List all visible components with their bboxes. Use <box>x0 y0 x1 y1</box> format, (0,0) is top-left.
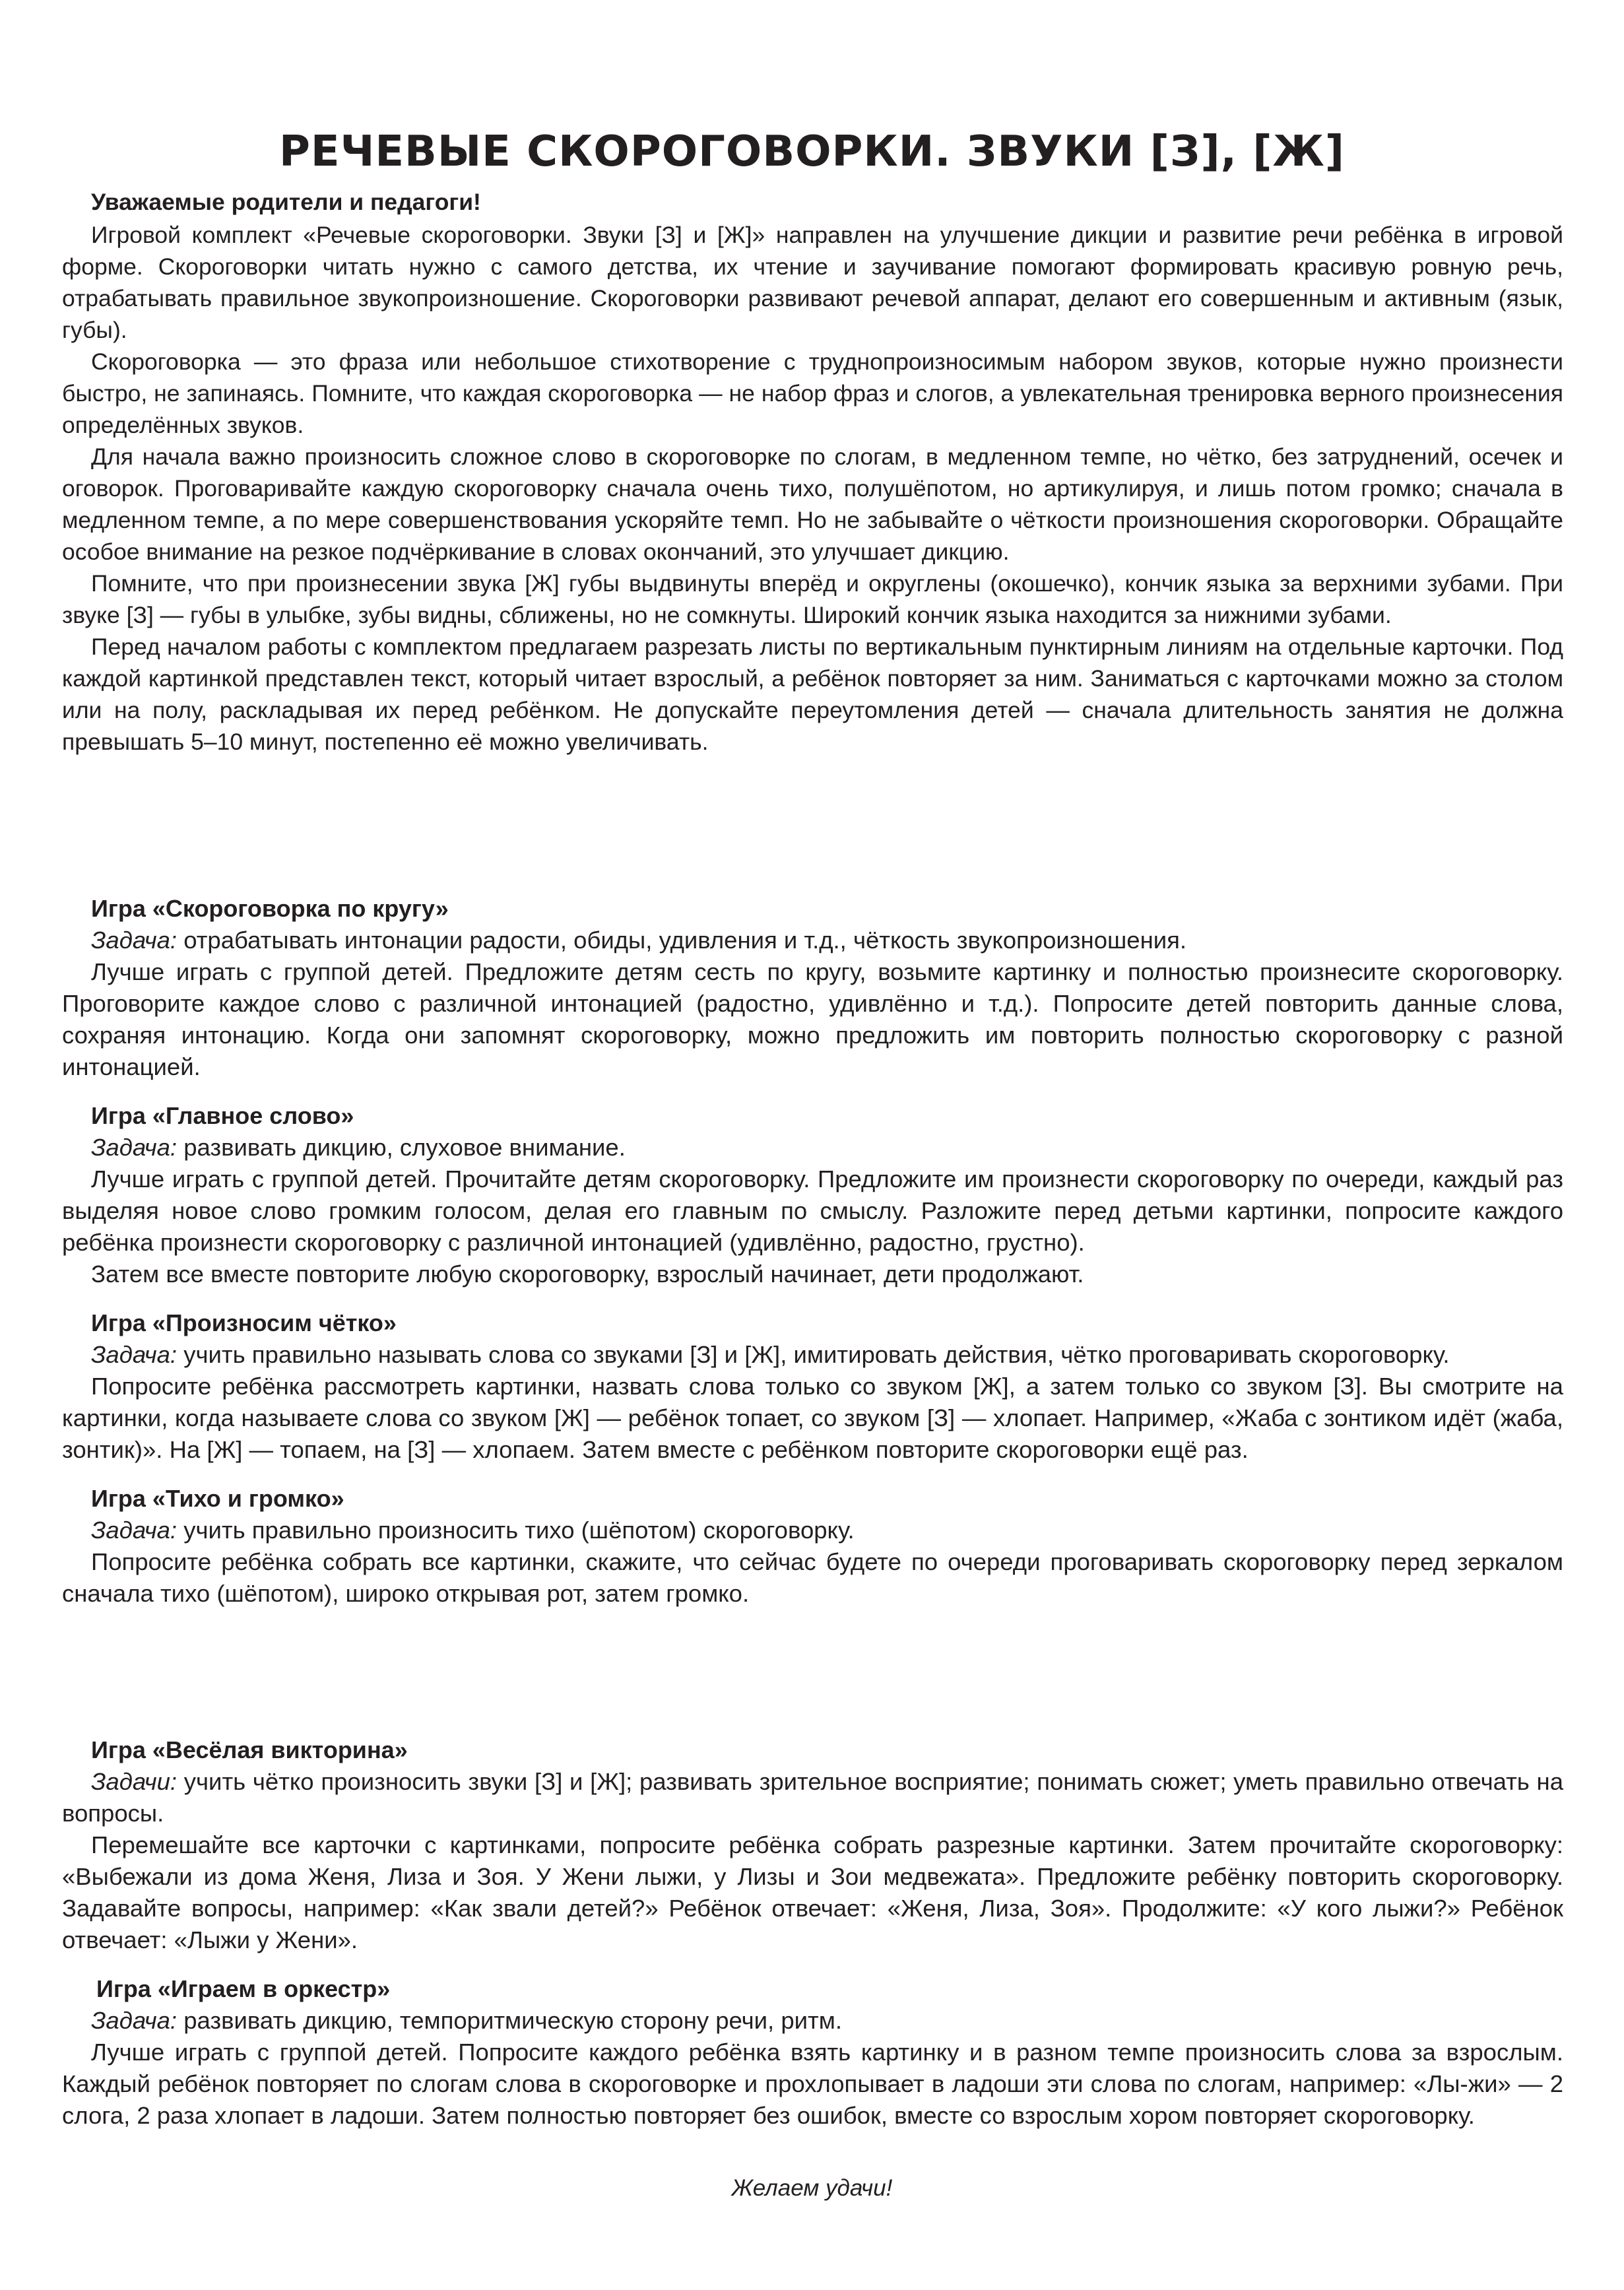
game-text: Лучше играть с группой детей. Попросите каждого ребёнка взять картинку и в разном темпе произносить слова за взрослым. Каждый ребёнок повторяет по слогам слова в скороговорке и прохлопывает в ладоши эти слова по слогам, например: «Лы-жи» — 2 слога, 2 раза хлопает в ладоши. Затем полностью повторяет без ошибок, вместе со взрослым хором повторяет скороговорку. <box>62 2039 1563 2129</box>
greeting: Уважаемые родители и педагоги! <box>91 189 481 215</box>
game-task <box>62 925 1563 956</box>
game-block <box>62 1973 1563 2132</box>
intro-paragraph: Помните, что при произнесении звука [Ж] губы выдвинуты вперёд и округлены (окошечко), кончик языка за верхними зубами. При звуке [З] — губы в улыбке, зубы видны, сближены, но не сомкнуты. Широкий кончик языка находится за нижними зубами. <box>62 570 1563 628</box>
game-title: Игра «Играем в оркестр» <box>96 1975 391 2002</box>
task-label: Задача: <box>91 2007 178 2034</box>
task-label: Задача: <box>91 927 178 954</box>
task-label: Задача: <box>91 1517 178 1544</box>
game-title: Игра «Произносим чётко» <box>91 1309 397 1336</box>
game-block <box>62 1734 1563 1956</box>
task-text: развивать дикцию, слуховое внимание. <box>177 1134 626 1161</box>
game-task <box>62 1339 1563 1371</box>
game-text: Попросите ребёнка собрать все картинки, скажите, что сейчас будете по очереди проговаривать скороговорку перед зеркалом сначала тихо (шёпотом), широко открывая рот, затем громко. <box>62 1548 1563 1607</box>
intro-paragraph: Для начала важно произносить сложное слово в скороговорке по слогам, в медленном темпе, но чётко, без затруднений, осечек и оговорок. Проговаривайте каждую скороговорку сначала очень тихо, полушёпотом, но артикулируя, и лишь потом громко; сначала в медленном темпе, а по мере совершенствования ускоряйте темп. Но не забывайте о чёткости произношения скороговорки. Обращайте особое внимание на резкое подчёркивание в словах окончаний, это улучшает дикцию. <box>62 443 1563 565</box>
games-section-1 <box>62 893 1563 1610</box>
intro-paragraph: Игровой комплект «Речевые скороговорки. Звуки [З] и [Ж]» направлен на улучшение дикции и развитие речи ребёнка в игровой форме. Скороговорки читать нужно с самого детства, их чтение и заучивание помогают формировать красивую ровную речь, отрабатывать правильное звукопроизношение. Скороговорки развивают речевой аппарат, делают его совершенным и активным (язык, губы). <box>62 222 1563 343</box>
game-task <box>62 1766 1563 1829</box>
task-label: Задачи: <box>91 1768 178 1795</box>
task-label: Задача: <box>91 1341 178 1368</box>
intro-section <box>62 186 1563 758</box>
game-text: Затем все вместе повторите любую скороговорку, взрослый начинает, дети продолжают. <box>91 1260 1084 1288</box>
intro-paragraph: Скороговорка — это фраза или небольшое стихотворение с труднопроизносимым набором звуков, которые нужно произнести быстро, не запинаясь. Помните, что каждая скороговорка — не набор фраз и слогов, а увлекательная тренировка верного произнесения определённых звуков. <box>62 348 1563 438</box>
game-title: Игра «Весёлая викторина» <box>91 1736 408 1763</box>
task-text: развивать дикцию, темпоритмическую сторону речи, ритм. <box>177 2007 842 2034</box>
game-text: Лучше играть с группой детей. Прочитайте детям скороговорку. Предложите им произнести скороговорку по очереди, каждый раз выделяя новое слово громким голосом, делая его главным по смыслу. Разложите перед детьми картинки, попросите каждого ребёнка произнести скороговорку с различной интонацией (удивлённо, радостно, грустно). <box>62 1165 1563 1256</box>
game-block <box>62 1100 1563 1290</box>
games-section-2 <box>62 1734 1563 2132</box>
page-title: РЕЧЕВЫЕ СКОРОГОВОРКИ. ЗВУКИ [З], [Ж] <box>278 127 1346 176</box>
game-task <box>62 2005 1563 2037</box>
intro-paragraph: Перед началом работы с комплектом предлагаем разрезать листы по вертикальным пунктирным линиям на отдельные карточки. Под каждой картинкой представлен текст, который читает взрослый, а ребёнок повторяет за ним. Заниматься с карточками можно за столом или на полу, раскладывая их перед ребёнком. Не допускайте переутомления детей — сначала длительность занятия не должна превышать 5–10 минут, постепенно её можно увеличивать. <box>62 634 1563 755</box>
task-label: Задача: <box>91 1134 178 1161</box>
task-text: учить правильно называть слова со звуками [З] и [Ж], имитировать действия, чётко проговаривать скороговорку. <box>177 1341 1450 1368</box>
game-task <box>62 1132 1563 1163</box>
game-title: Игра «Главное слово» <box>91 1102 354 1129</box>
game-text: Перемешайте все карточки с картинками, попросите ребёнка собрать разрезные картинки. Затем прочитайте скороговорку: «Выбежали из дома Женя, Лиза и Зоя. У Жени лыжи, у Лизы и Зои медвежата». Предложите ребёнку повторить скороговорку. Задавайте вопросы, например: «Как звали детей?» Ребёнок отвечает: «Женя, Лиза, Зоя». Продолжите: «У кого лыжи?» Ребёнок отвечает: «Лыжи у Жени». <box>62 1831 1563 1953</box>
game-text: Попросите ребёнка рассмотреть картинки, назвать слова только со звуком [Ж], а затем только со звуком [З]. Вы смотрите на картинки, когда называете слова со звуком [Ж] — ребёнок топает, со звуком [З] — хлопает. Например, «Жаба с зонтиком идёт (жаба, зонтик)». На [Ж] — топаем, на [З] — хлопаем. Затем вместе с ребёнком повторите скороговорки ещё раз. <box>62 1373 1563 1463</box>
game-title: Игра «Тихо и громко» <box>91 1485 344 1512</box>
closing-wish: Желаем удачи! <box>731 2175 893 2201</box>
game-task <box>62 1515 1563 1546</box>
game-block <box>62 893 1563 1083</box>
game-text: Лучше играть с группой детей. Предложите детям сесть по кругу, возьмите картинку и полностью произнесите скороговорку. Проговорите каждое слово с различной интонацией (радостно, удивлённо и т.д.). Попросите детей повторить данные слова, сохраняя интонацию. Когда они запомнят скороговорку, можно предложить им повторить полностью скороговорку с разной интонацией. <box>62 958 1563 1080</box>
game-title: Игра «Скороговорка по кругу» <box>91 895 449 922</box>
game-block <box>62 1483 1563 1610</box>
game-block <box>62 1307 1563 1466</box>
task-text: учить чётко произносить звуки [З] и [Ж]; развивать зрительное восприятие; понимать сюжет; уметь правильно отвечать на вопросы. <box>62 1768 1563 1827</box>
task-text: отрабатывать интонации радости, обиды, удивления и т.д., чёткость звукопроизношения. <box>177 927 1187 954</box>
task-text: учить правильно произносить тихо (шёпотом) скороговорку. <box>177 1517 855 1544</box>
